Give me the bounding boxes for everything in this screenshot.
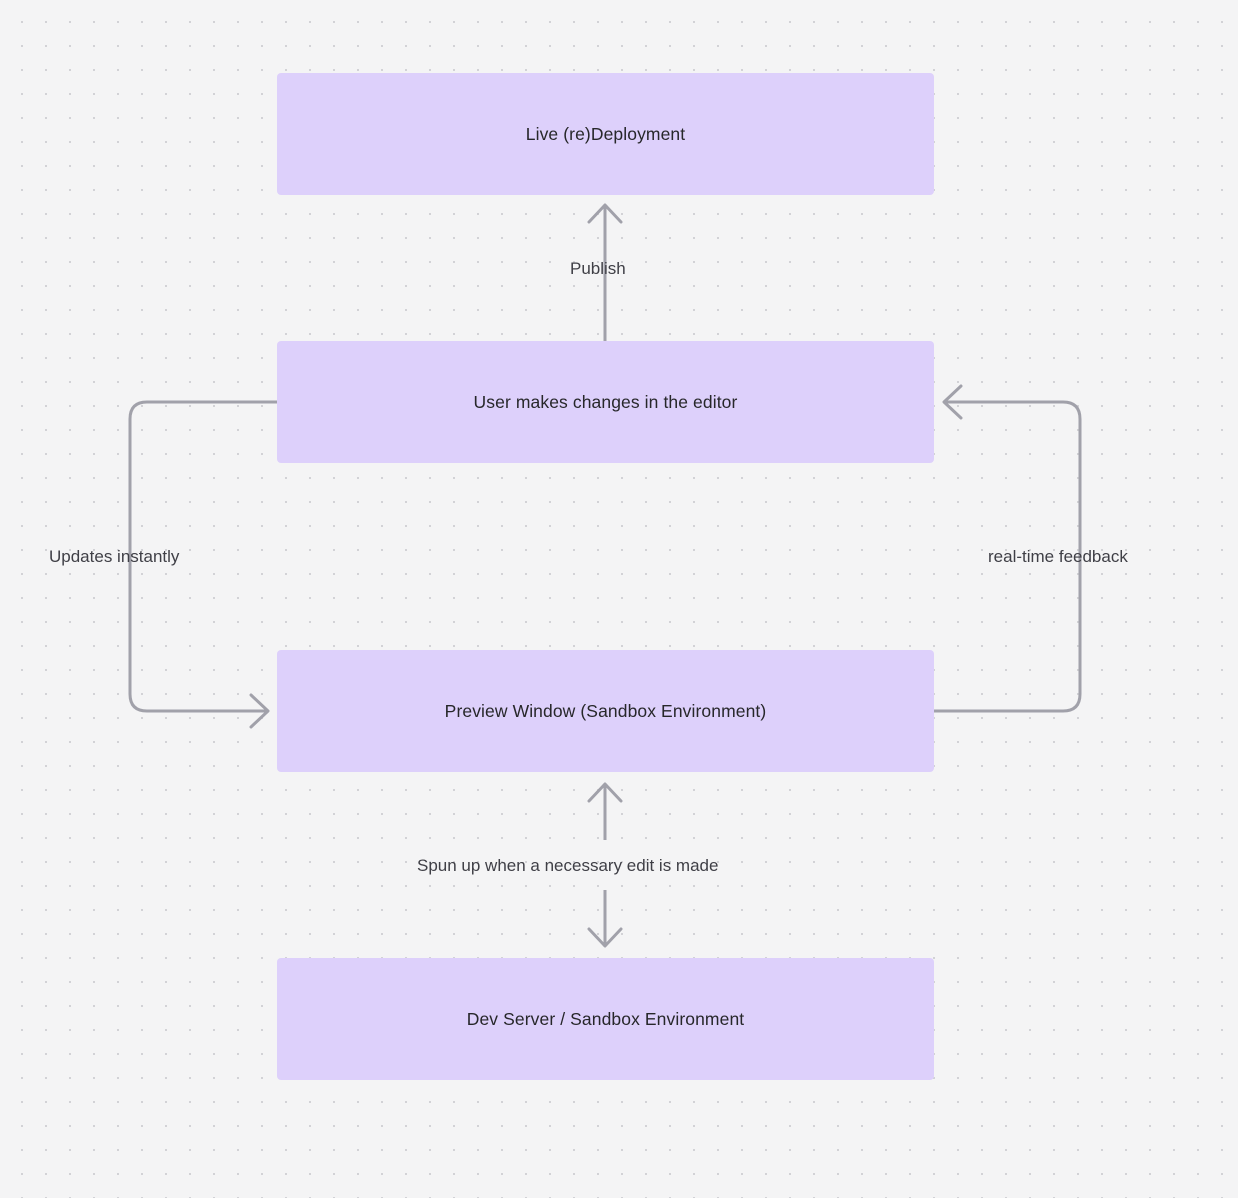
edge-feedback-arrowhead [944, 386, 961, 418]
edge-updates-arrowhead [251, 695, 268, 727]
node-label: User makes changes in the editor [473, 391, 738, 412]
node-dev-server[interactable] [277, 958, 934, 1080]
node-label: Preview Window (Sandbox Environment) [444, 700, 767, 721]
edge-label-spun-up: Spun up when a necessary edit is made [417, 856, 719, 875]
edge-publish-arrowhead [589, 205, 621, 222]
node-user-makes-changes[interactable] [277, 341, 934, 463]
node-live-redeployment[interactable] [277, 73, 934, 195]
edge-label-updates-instantly: Updates instantly [49, 547, 180, 566]
edge-spunup-arrowhead-down [589, 929, 621, 946]
edge-label-publish: Publish [570, 259, 626, 278]
node-label: Dev Server / Sandbox Environment [466, 1008, 745, 1029]
node-preview-window[interactable] [277, 650, 934, 772]
node-label: Live (re)Deployment [525, 123, 686, 144]
edge-label-real-time-feedback: real-time feedback [988, 547, 1128, 566]
edge-spunup-arrowhead-up [589, 784, 621, 801]
